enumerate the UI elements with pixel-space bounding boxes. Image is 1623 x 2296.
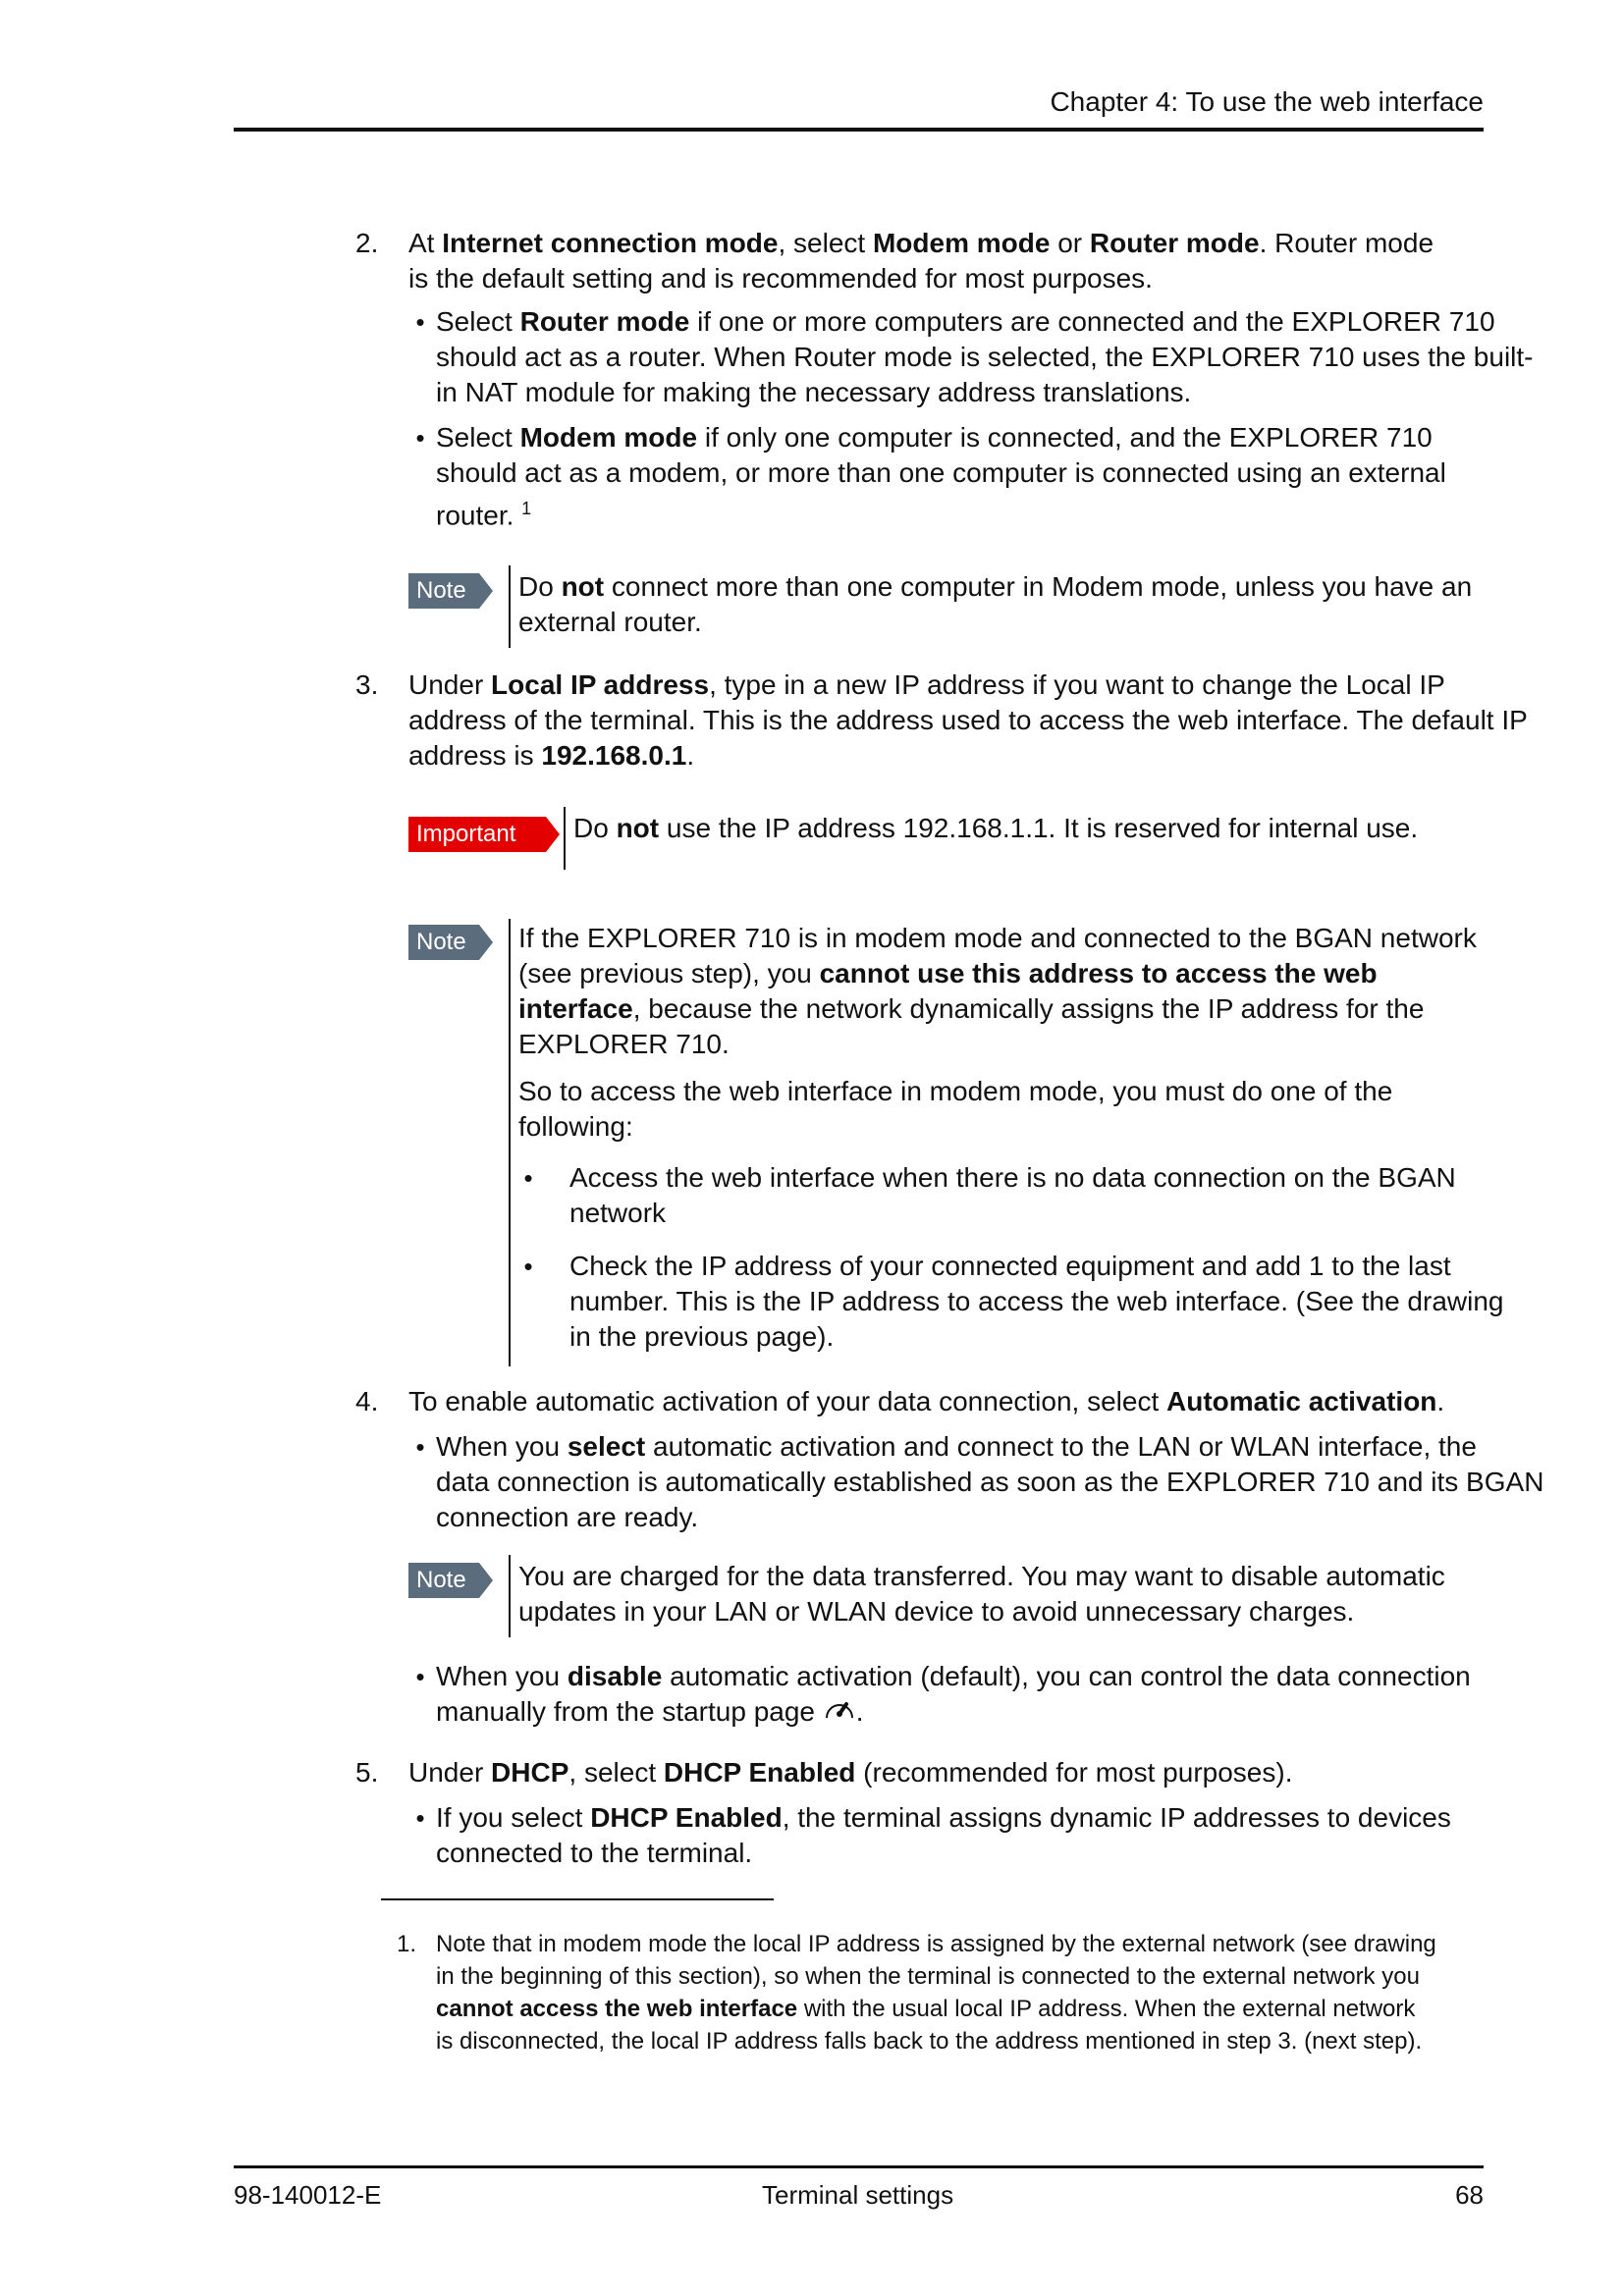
step-4-bullet-select-l2: data connection is automatically established as soon as the EXPLORER 710 and its BGAN [436, 1467, 1544, 1497]
footnote-line-3: cannot access the web interface with the usual local IP address. When the external network [436, 1996, 1416, 2022]
note-1-line-2: external router. [518, 607, 702, 637]
step-4-number: 4. [355, 1386, 379, 1416]
note-2-bullet-2-l3: in the previous page). [569, 1321, 835, 1352]
bullet: • [523, 1252, 533, 1281]
step-4-bullet-select: When you select automatic activation and connect to the LAN or WLAN interface, the [436, 1431, 1477, 1462]
footnote-ref[interactable]: 1 [521, 499, 532, 518]
note-3-line-1: You are charged for the data transferred. You may want to disable automatic [518, 1561, 1445, 1591]
bullet: • [415, 423, 425, 453]
note-bar [509, 565, 511, 648]
note-tag: Note [408, 1563, 479, 1598]
step-3-number: 3. [355, 669, 379, 700]
step-4-bullet-select-l3: connection are ready. [436, 1502, 699, 1532]
doc-number: 98-140012-E [234, 2180, 382, 2210]
note-2-line-1: If the EXPLORER 710 is in modem mode and connected to the BGAN network [518, 923, 1477, 953]
footnote-line-1: Note that in modem mode the local IP address is assigned by the external network (see drawing [436, 1931, 1436, 1957]
bullet: • [415, 307, 425, 337]
step-2-bullet-router: Select Router mode if one or more computers are connected and the EXPLORER 710 [436, 306, 1495, 337]
step-3-line-2: address of the terminal. This is the address used to access the web interface. The default IP [408, 705, 1528, 735]
footnote-line-2: in the beginning of this section), so when the terminal is connected to the external network you [436, 1963, 1420, 1990]
note-3-line-2: updates in your LAN or WLAN device to avoid unnecessary charges. [518, 1596, 1355, 1627]
step-2-number: 2. [355, 228, 379, 258]
note-bar [509, 919, 511, 1366]
step-5-number: 5. [355, 1757, 379, 1788]
bullet: • [415, 1662, 425, 1691]
important-tag: Important [408, 817, 546, 852]
step-5-bullet-l2: connected to the terminal. [436, 1838, 753, 1868]
note-2-bullet-2-l1: Check the IP address of your connected equipment and add 1 to the last [569, 1251, 1451, 1281]
bullet: • [523, 1163, 533, 1193]
step-5-line-1: Under DHCP, select DHCP Enabled (recommended for most purposes). [408, 1757, 1293, 1788]
note-2-para-2-l1: So to access the web interface in modem mode, you must do one of the [518, 1076, 1393, 1106]
step-2-bullet-modem: Select Modem mode if only one computer is connected, and the EXPLORER 710 [436, 422, 1433, 453]
header-rule [234, 128, 1484, 132]
note-2-bullet-2-l2: number. This is the IP address to access the web interface. (See the drawing [569, 1286, 1504, 1316]
step-4-bullet-disable: When you disable automatic activation (default), you can control the data connection [436, 1661, 1471, 1691]
footer-rule [234, 2165, 1484, 2168]
chapter-title: Chapter 4: To use the web interface [1050, 86, 1484, 117]
step-4-line-1: To enable automatic activation of your data connection, select Automatic activation. [408, 1386, 1445, 1416]
step-2-line-2: is the default setting and is recommended for most purposes. [408, 263, 1153, 294]
important-bar [564, 807, 566, 870]
step-2-bullet-modem-l3: router. $^1$ [436, 499, 532, 531]
step-2-bullet-router-l2: should act as a router. When Router mode is selected, the EXPLORER 710 uses the built- [436, 342, 1534, 372]
note-2-bullet-1-l2: network [569, 1198, 667, 1228]
note-tag: Note [408, 925, 479, 960]
important-text: Do not use the IP address 192.168.1.1. It is reserved for internal use. [573, 813, 1419, 843]
step-5-bullet: If you select DHCP Enabled, the terminal assigns dynamic IP addresses to devices [436, 1802, 1451, 1833]
note-1-line-1: Do not connect more than one computer in Modem mode, unless you have an [518, 571, 1473, 602]
footnote-number: 1. [397, 1931, 417, 1957]
note-2-para-2-l2: following: [518, 1111, 633, 1142]
step-3-line-1: Under Local IP address, type in a new IP address if you want to change the Local IP [408, 669, 1445, 700]
step-2-line-1: At Internet connection mode, select Modem mode or Router mode. Router mode [408, 228, 1434, 258]
note-2-line-3: interface, because the network dynamically assigns the IP address for the [518, 993, 1425, 1024]
bullet: • [415, 1432, 425, 1462]
note-bar [509, 1555, 511, 1637]
note-2-line-2: (see previous step), you cannot use this address to access the web [518, 958, 1378, 988]
step-2-bullet-router-l3: in NAT module for making the necessary address translations. [436, 377, 1192, 407]
note-2-line-4: EXPLORER 710. [518, 1029, 730, 1059]
step-2-bullet-modem-l2: should act as a modem, or more than one computer is connected using an external [436, 457, 1446, 488]
footnote-line-4: is disconnected, the local IP address falls back to the address mentioned in step 3. (next step). [436, 2028, 1423, 2055]
gauge-icon [823, 1694, 856, 1733]
page-number: 68 [1455, 2180, 1484, 2210]
note-2-bullet-1-l1: Access the web interface when there is no data connection on the BGAN [569, 1162, 1456, 1193]
step-3-line-3: address is 192.168.0.1. [408, 740, 695, 771]
section-name: Terminal settings [762, 2180, 954, 2210]
note-tag: Note [408, 573, 479, 609]
bullet: • [415, 1803, 425, 1833]
footnote-separator [381, 1898, 774, 1900]
step-4-bullet-disable-l2: manually from the startup page . [436, 1694, 864, 1733]
